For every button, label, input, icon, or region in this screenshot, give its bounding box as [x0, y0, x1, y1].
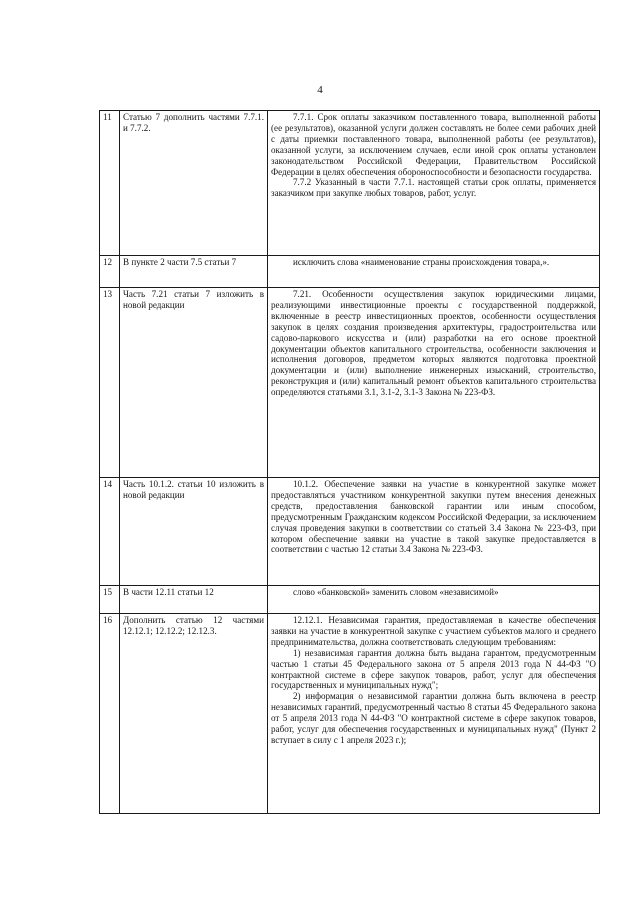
row-number: 13: [100, 288, 120, 478]
row-number: 14: [100, 478, 120, 586]
paragraph: 7.7.2 Указанный в части 7.7.1. настоящей статьи срок оплаты, применяется заказчиком при закупке любых товаров, работ, услуг.: [271, 177, 596, 199]
amendment-text: [268, 256, 600, 288]
row-number: 16: [100, 614, 120, 814]
row-number: 11: [100, 111, 120, 256]
amendment-text: [268, 288, 600, 478]
amendment-action: Часть 10.1.2. статьи 10 изложить в новой редакции: [120, 478, 268, 586]
amendment-text: [268, 614, 600, 814]
amendment-action: Часть 7.21 статьи 7 изложить в новой редакции: [120, 288, 268, 478]
paragraph: 10.1.2. Обеспечение заявки на участие в конкурентной закупке может предоставляться участником конкурентной закупки путем внесения денежных средств, предоставления банковской гарантии или иным способом, предусмотренным Гражданским кодексом Российской Федерации, за исключением случая проведения закупки в соответствии со статьей 3.4 Закона № 223-ФЗ, при котором обеспечение заявки на участие в такой закупке предоставляется в соответствии с частью 12 статьи 3.4 Закона № 223-ФЗ.: [271, 479, 596, 555]
amendment-action: Дополнить статью 12 частями 12.12.1; 12.12.2; 12.12.3.: [120, 614, 268, 814]
row-number: 12: [100, 256, 120, 288]
page-number: 4: [317, 84, 323, 96]
amendment-text: [268, 586, 600, 614]
table-row: [100, 256, 600, 288]
amendment-text: [268, 111, 600, 256]
paragraph: слово «банковской» заменить словом «независимой»: [293, 587, 499, 597]
table-row: [100, 288, 600, 478]
list-item: 1) независимая гарантия должна быть выдана гарантом, предусмотренным частью 1 статьи 45 Федерального закона от 5 апреля 2013 года N 44-ФЗ "О контрактной системе в сфере закупок товаров, работ, услуг для обеспечения государственных и муниципальных нужд";: [271, 647, 596, 691]
table-row: [100, 478, 600, 586]
amendments-table: [99, 110, 600, 814]
row-number: 15: [100, 586, 120, 614]
table-row: [100, 586, 600, 614]
amendment-action: В пункте 2 части 7.5 статьи 7: [120, 256, 268, 288]
amendment-action: В части 12.11 статьи 12: [120, 586, 268, 614]
paragraph: 7.21. Особенности осуществления закупок юридическими лицами, реализующими инвестиционные проекты с государственной поддержкой, включенные в реестр инвестиционных проектов, особенности осуществления закупок в целях создания произведения архитектуры, градостроительства или садово-паркового искусства и (или) разработки на его основе проектной документации объектов капитального строительства, особенности заключения и исполнения договоров, предметом которых являются подготовка проектной документации и (или) выполнение инженерных изысканий, строительство, реконструкция и (или) капитальный ремонт объектов капитального строительства определяются статьями 3.1, 3.1-2, 3.1-3 Закона № 223-ФЗ.: [271, 289, 596, 398]
amendment-action: Статью 7 дополнить частями 7.7.1. и 7.7.2.: [120, 111, 268, 256]
paragraph: 7.7.1. Срок оплаты заказчиком поставленного товара, выполненной работы (ее результатов), оказанной услуги должен составлять не более семи рабочих дней с даты приемки поставленного товара, выполненной работы (ее результатов), оказанной услуги, за исключением случаев, если иной срок оплаты установлен законодательством Российской Федерации, Правительством Российской Федерации в целях обеспечения обороноспособности и безопасности государства.: [271, 112, 596, 177]
table-row: [100, 111, 600, 256]
amendment-text: [268, 478, 600, 586]
paragraph: 12.12.1. Независимая гарантия, предоставляемая в качестве обеспечения заявки на участие в конкурентной закупке с участием субъектов малого и среднего предпринимательства, должна соответствовать следующим требованиям:: [271, 615, 596, 647]
paragraph: исключить слова «наименование страны происхождения товара,».: [293, 257, 550, 267]
table-row: [100, 614, 600, 814]
list-item: 2) информация о независимой гарантии должна быть включена в реестр независимых гарантий, предусмотренный частью 8 статьи 45 Федерального закона от 5 апреля 2013 года N 44-ФЗ "О контрактной системе в сфере закупок товаров, работ, услуг для обеспечения государственных и муниципальных нужд" (Пункт 2 вступает в силу с 1 апреля 2023 г.);: [271, 691, 596, 745]
